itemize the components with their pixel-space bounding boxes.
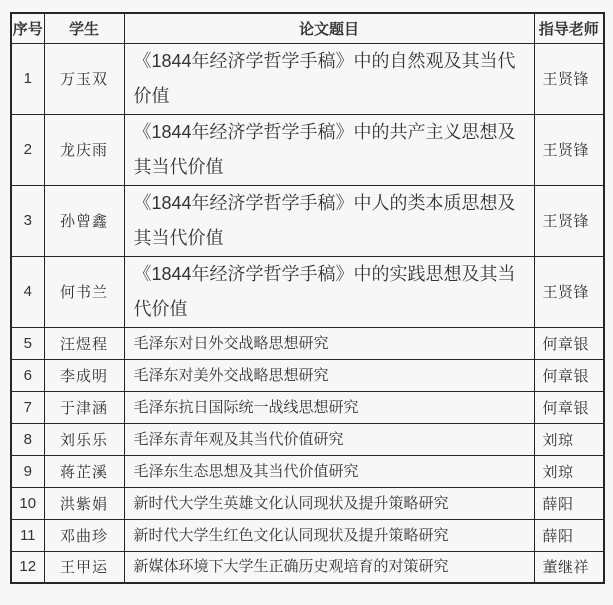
cell-title: 《1844年经济学哲学手稿》中的实践思想及其当代价值 (124, 256, 534, 327)
cell-title: 毛泽东对美外交战略思想研究 (124, 359, 534, 391)
cell-title: 毛泽东抗日国际统一战线思想研究 (124, 391, 534, 423)
cell-index: 10 (11, 487, 44, 519)
table-row (11, 423, 604, 455)
cell-student: 王甲运 (44, 551, 124, 583)
header-row (11, 13, 604, 43)
cell-student: 孙曾鑫 (44, 185, 124, 256)
table-row (11, 391, 604, 423)
cell-advisor: 何章银 (534, 391, 604, 423)
cell-index: 1 (11, 43, 44, 114)
cell-index: 9 (11, 455, 44, 487)
cell-student: 刘乐乐 (44, 423, 124, 455)
cell-title: 新时代大学生英雄文化认同现状及提升策略研究 (124, 487, 534, 519)
cell-title: 《1844年经济学哲学手稿》中的共产主义思想及其当代价值 (124, 114, 534, 185)
cell-title: 《1844年经济学哲学手稿》中人的类本质思想及其当代价值 (124, 185, 534, 256)
cell-student: 何书兰 (44, 256, 124, 327)
column-header-title: 论文题目 (124, 13, 534, 43)
cell-index: 11 (11, 519, 44, 551)
cell-student: 李成明 (44, 359, 124, 391)
table-row (11, 43, 604, 114)
cell-student: 万玉双 (44, 43, 124, 114)
cell-title: 新媒体环境下大学生正确历史观培育的对策研究 (124, 551, 534, 583)
table-row (11, 327, 604, 359)
cell-student: 于津涵 (44, 391, 124, 423)
table-row (11, 455, 604, 487)
cell-index: 12 (11, 551, 44, 583)
table-row (11, 256, 604, 327)
cell-index: 5 (11, 327, 44, 359)
cell-advisor: 王贤锋 (534, 43, 604, 114)
cell-title: 新时代大学生红色文化认同现状及提升策略研究 (124, 519, 534, 551)
table-row (11, 487, 604, 519)
cell-advisor: 薛阳 (534, 487, 604, 519)
cell-student: 邓曲珍 (44, 519, 124, 551)
cell-title: 毛泽东生态思想及其当代价值研究 (124, 455, 534, 487)
cell-advisor: 王贤锋 (534, 185, 604, 256)
cell-student: 蒋芷溪 (44, 455, 124, 487)
cell-index: 6 (11, 359, 44, 391)
cell-student: 洪紫娟 (44, 487, 124, 519)
cell-index: 4 (11, 256, 44, 327)
cell-advisor: 王贤锋 (534, 256, 604, 327)
cell-advisor: 刘琼 (534, 455, 604, 487)
column-header-advisor: 指导老师 (534, 13, 604, 43)
cell-advisor: 何章银 (534, 327, 604, 359)
table-row (11, 519, 604, 551)
cell-advisor: 董继祥 (534, 551, 604, 583)
cell-index: 8 (11, 423, 44, 455)
cell-title: 毛泽东青年观及其当代价值研究 (124, 423, 534, 455)
thesis-assignment-table (10, 12, 605, 584)
cell-title: 《1844年经济学哲学手稿》中的自然观及其当代价值 (124, 43, 534, 114)
cell-student: 汪煜程 (44, 327, 124, 359)
cell-advisor: 薛阳 (534, 519, 604, 551)
cell-index: 3 (11, 185, 44, 256)
cell-title: 毛泽东对日外交战略思想研究 (124, 327, 534, 359)
table-row (11, 551, 604, 583)
cell-advisor: 何章银 (534, 359, 604, 391)
cell-advisor: 刘琼 (534, 423, 604, 455)
table-body (11, 43, 604, 583)
table-row (11, 114, 604, 185)
table-row (11, 359, 604, 391)
column-header-student: 学生 (44, 13, 124, 43)
cell-index: 2 (11, 114, 44, 185)
column-header-index: 序号 (11, 13, 44, 43)
table-row (11, 185, 604, 256)
cell-advisor: 王贤锋 (534, 114, 604, 185)
cell-index: 7 (11, 391, 44, 423)
cell-student: 龙庆雨 (44, 114, 124, 185)
